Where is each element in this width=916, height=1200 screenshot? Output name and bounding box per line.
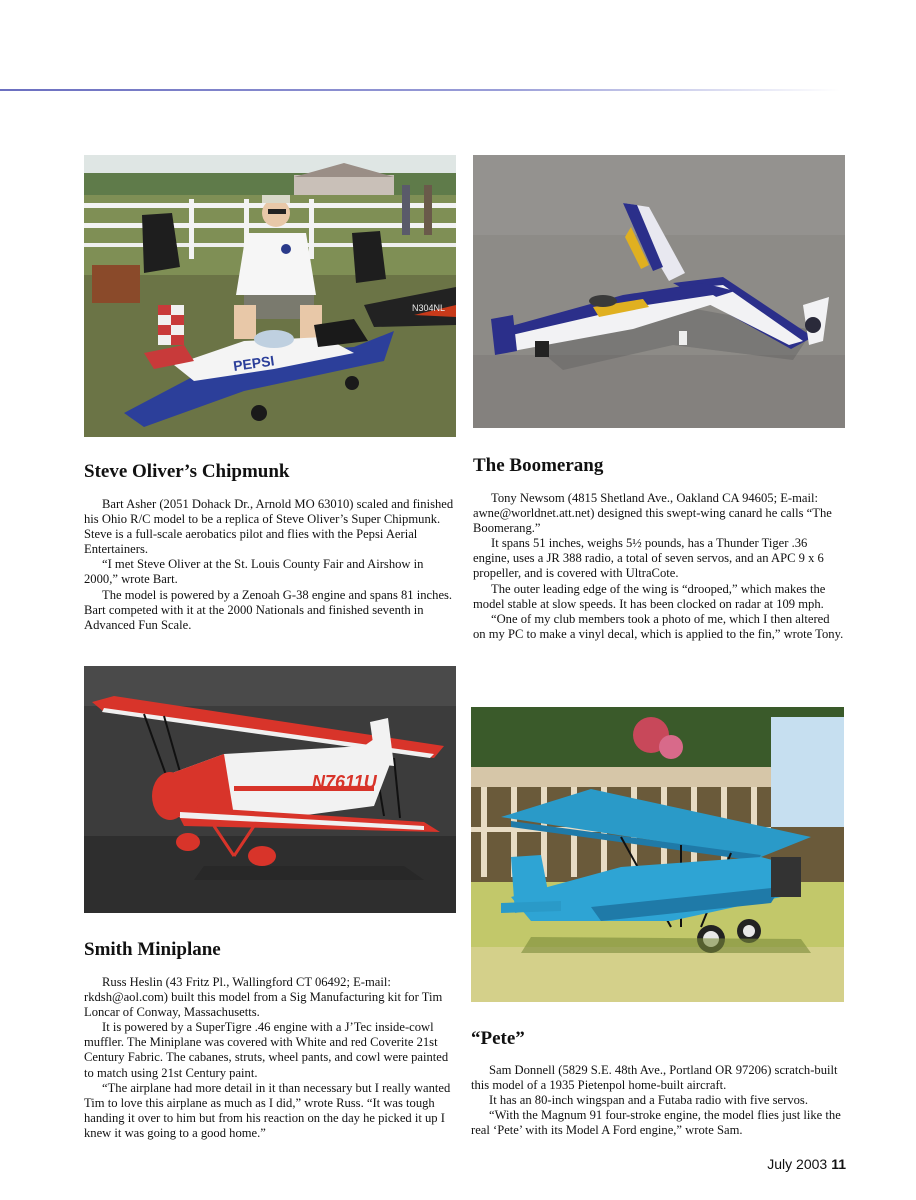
boomerang-paragraph: The outer leading edge of the wing is “drooped,” which makes the model stable at slow speeds. It has been clocked on radar at 109 mph. (473, 581, 826, 611)
issue-date: July 2003 (767, 1156, 828, 1172)
miniplane-paragraph: It is powered by a SuperTigre .46 engine with a J’Tec inside-cowl muffler. The Miniplane was covered with White and red Coverite 21st Century Fabric. The cabanes, struts, wheel pants, and cowl were painted to match using 21st Century paint. (84, 1020, 449, 1080)
pete-photo (471, 707, 844, 1002)
pete-paragraph: Sam Donnell (5829 S.E. 48th Ave., Portland OR 97206) scratch-built this model of a 1935 Pietenpol home-built aircraft. (471, 1063, 838, 1093)
chipmunk-photo (84, 155, 456, 437)
tail-number-text: N304NL (412, 303, 446, 313)
pete-body (471, 1063, 845, 1138)
boomerang-title: The Boomerang (473, 455, 604, 476)
miniplane-title: Smith Miniplane (84, 939, 221, 960)
pete-title: “Pete” (471, 1028, 525, 1049)
miniplane-paragraph: Russ Heslin (43 Fritz Pl., Wallingford CT 06492; E-mail: rkdsh@aol.com) built this model from a Sig Manufacturing kit for Tim Loncar of Conway, Massachusetts. (84, 975, 443, 1020)
boomerang-photo (473, 155, 845, 428)
chipmunk-body (84, 497, 456, 633)
registration-text: N7611U (312, 772, 377, 792)
boomerang-paragraph: “One of my club members took a photo of me, which I then altered on my PC to make a vinyl decal, which is applied to the fin,” wrote Tony. (473, 611, 844, 641)
miniplane-paragraph: “The airplane had more detail in it than necessary but I really wanted Tim to love this airplane as much as I did,” wrote Russ. “It was tough handing it over to him but from his reaction on the day he picked it up I knew it was going to a good home.” (84, 1080, 451, 1140)
page-footer (767, 1156, 846, 1172)
miniplane-body (84, 975, 456, 1141)
chipmunk-title: Steve Oliver’s Chipmunk (84, 461, 290, 482)
chipmunk-paragraph: Bart Asher (2051 Dohack Dr., Arnold MO 63010) scaled and finished his Ohio R/C model to be a replica of Steve Oliver’s Super Chipmunk. Steve is a full-scale aerobatics pilot and flies with the Pepsi Aerial Entertainers. (84, 497, 454, 557)
pepsi-livery-text: PEPSI (232, 352, 276, 374)
chipmunk-paragraph: “I met Steve Oliver at the St. Louis County Fair and Airshow in 2000,” wrote Bart. (84, 557, 424, 587)
chipmunk-paragraph: The model is powered by a Zenoah G-38 engine and spans 81 inches. Bart competed with it at the 2000 Nationals and finished seventh in Advanced Fun Scale. (84, 587, 453, 632)
pete-paragraph: “With the Magnum 91 four-stroke engine, the model flies just like the real ‘Pete’ with its Model A Ford engine,” wrote Sam. (471, 1108, 841, 1138)
page-number: 11 (831, 1156, 846, 1172)
boomerang-paragraph: Tony Newsom (4815 Shetland Ave., Oakland CA 94605; E-mail: awne@worldnet.att.net) designed this swept-wing canard he calls “The Boomerang.” (473, 491, 832, 536)
header-rule (0, 89, 840, 91)
boomerang-body (473, 491, 845, 642)
pete-paragraph: It has an 80-inch wingspan and a Futaba radio with five servos. (489, 1093, 808, 1108)
miniplane-photo (84, 666, 456, 913)
boomerang-paragraph: It spans 51 inches, weighs 5½ pounds, has a Thunder Tiger .36 engine, uses a JR 388 radio, a total of seven servos, and an APC 9 x 6 propeller, and is covered with UltraCote. (473, 536, 824, 581)
